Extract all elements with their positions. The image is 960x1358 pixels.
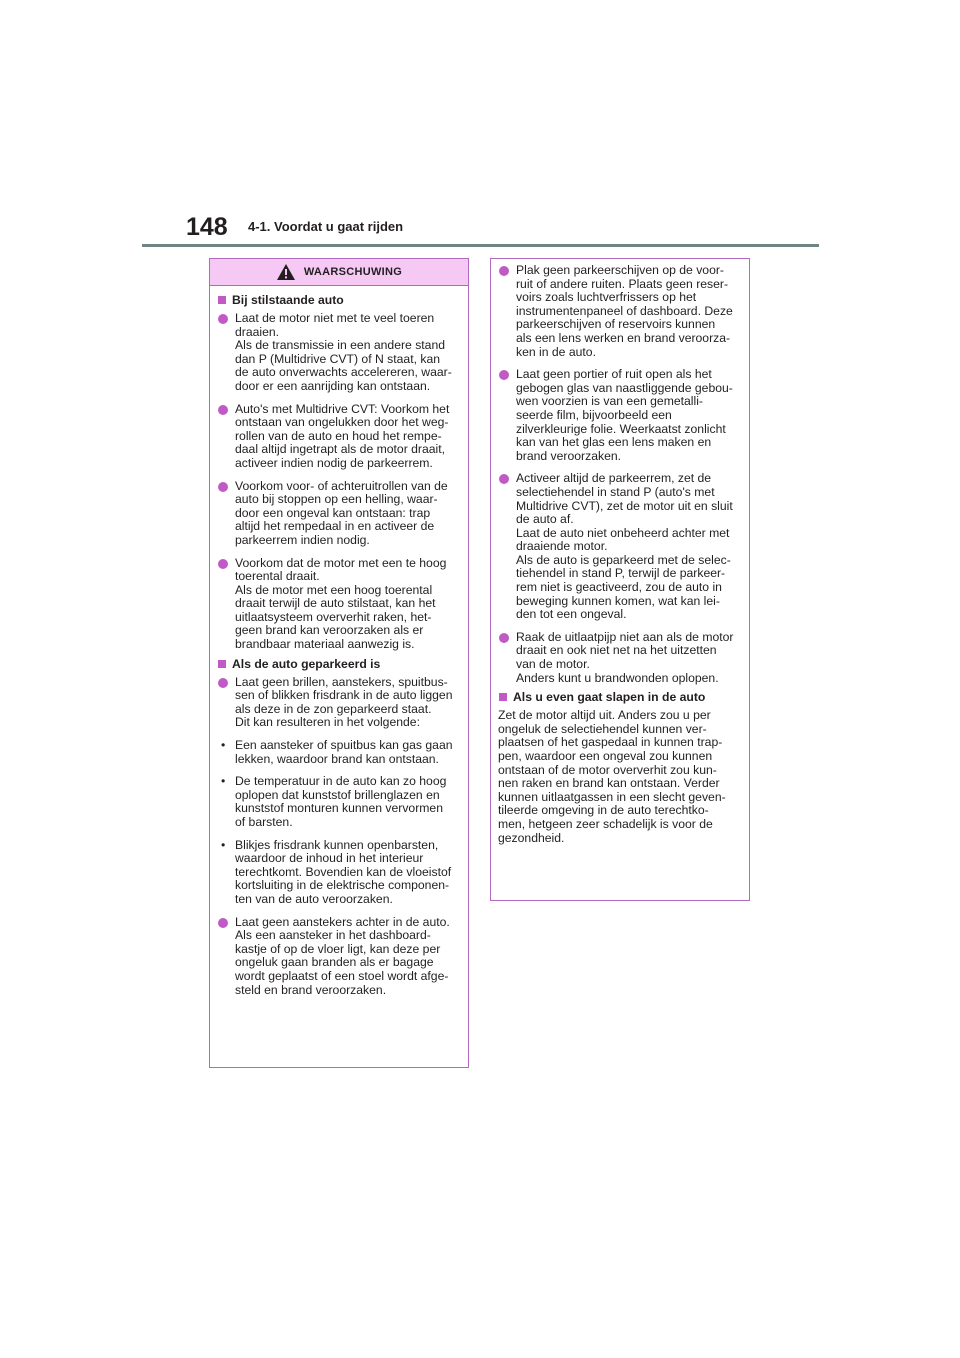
text-line: lekken, waardoor brand kan ontstaan. [235, 751, 439, 766]
text-line: kunnen uitlaatgassen in een slecht geven- [498, 789, 726, 804]
text-line: uitlaatsysteem oververhit raken, het- [235, 609, 432, 624]
text-line: kortsluiting in de elektrische componen- [235, 878, 450, 893]
text-line: daal altijd ingetrapt als de motor draait, [235, 442, 446, 457]
circle-bullet-icon [218, 678, 228, 688]
text-line: ruit of andere ruiten. Plaats geen reser- [516, 276, 729, 291]
text-line: Als een aansteker in het dashboard- [235, 928, 431, 943]
text-line: tiehendel in stand P, terwijl de parkeer- [516, 566, 726, 581]
text-line: oplopen dat kunststof brillenglazen en [235, 787, 440, 802]
square-bullet-icon [218, 660, 226, 668]
text-line: rem niet is geactiveerd, zou de auto in [516, 580, 722, 595]
square-bullet-icon [218, 296, 226, 304]
warning-item-text [235, 916, 461, 998]
text-line: ongeluk de selectiehendel kunnen ver- [498, 721, 707, 736]
text-line: den tot een ongeval. [516, 607, 627, 622]
sub-bullet: • [221, 738, 226, 753]
text-line: kastje of op de vloer ligt, kan deze per [235, 941, 441, 956]
text-line: auto bij stoppen op een helling, waar- [235, 492, 438, 507]
text-line: tileerde omgeving in de auto terechtko- [498, 803, 709, 818]
heading-text: Als de auto geparkeerd is [232, 656, 381, 671]
circle-bullet-icon [499, 370, 509, 380]
text-line: altijd het rempedaal in en activeer de [235, 519, 435, 534]
square-bullet-icon [499, 693, 507, 701]
warning-item-text [516, 368, 742, 463]
sub-item [217, 739, 461, 766]
heading-sleeping [498, 690, 742, 704]
text-line: Als de auto is geparkeerd met de selec- [516, 552, 731, 567]
circle-bullet-icon [218, 405, 228, 415]
circle-bullet-icon [218, 314, 228, 324]
text-line: wen voorzien is van een gemetalli- [516, 394, 703, 409]
warning-item [217, 557, 461, 652]
text-line: Laat geen aanstekers achter in de auto. [235, 914, 450, 929]
text-line: Voorkom dat de motor met een te hoog [235, 555, 447, 570]
text-line: Laat de motor niet met te veel toeren [235, 311, 435, 325]
text-line: zilverkleurige folie. Weerkaatst zonlicht [516, 421, 726, 436]
circle-bullet-icon [218, 918, 228, 928]
sub-bullet: • [221, 774, 226, 789]
text-line: draaien. [235, 324, 280, 339]
warning-item-text [235, 676, 461, 730]
text-line: de auto af. [516, 512, 574, 527]
text-line: steld en brand veroorzaken. [235, 982, 387, 997]
text-line: parkeerrem indien nodig. [235, 532, 370, 547]
text-line: rollen van de auto en houd het rempe- [235, 428, 442, 443]
text-line: sen of blikken frisdrank in de auto liggen [235, 688, 453, 703]
header-rule [142, 244, 819, 247]
warning-item-text [235, 403, 461, 471]
text-line: ongeluk gaan branden als er bagage [235, 955, 434, 970]
sub-bullet: • [221, 837, 226, 852]
text-line: instrumentenpaneel of dashboard. Deze [516, 303, 733, 318]
text-line: Multidrive CVT), zet de motor uit en sluit [516, 498, 733, 513]
text-line: seerde film, bijvoorbeeld een [516, 407, 672, 422]
sub-item [217, 775, 461, 829]
circle-bullet-icon [499, 633, 509, 643]
warning-item [498, 472, 742, 622]
warning-item [217, 480, 461, 548]
text-line: parkeerschijven of reservoirs kunnen [516, 317, 716, 332]
heading-text: Bij stilstaande auto [232, 293, 344, 307]
text-line: Plak geen parkeerschijven op de voor- [516, 263, 724, 277]
warning-item-text [516, 631, 742, 685]
circle-bullet-icon [218, 559, 228, 569]
text-line: Auto's met Multidrive CVT: Voorkom het [235, 401, 450, 416]
warning-item [498, 264, 742, 359]
text-line: voirs zoals luchtverfrissers op het [516, 290, 697, 305]
warning-item [217, 676, 461, 730]
warning-title: WAARSCHUWING [303, 266, 403, 278]
warning-panel-right [490, 258, 750, 901]
text-line: Laat geen brillen, aanstekers, spuitbus- [235, 674, 448, 689]
text-line: dan P (Multidrive CVT) of N staat, kan [235, 351, 441, 366]
text-line: waardoor de inhoud in het interieur [235, 851, 424, 866]
text-line: Anders kunt u brandwonden oplopen. [516, 670, 719, 685]
sub-item-text [235, 775, 461, 829]
warning-panel-left [209, 258, 469, 1068]
text-line: men, hetgeen zeer schadelijk is voor de [498, 816, 713, 831]
page-number: 148 [186, 213, 228, 241]
warning-item-text [235, 312, 461, 394]
text-line: selectiehendel in stand P (auto's met [516, 484, 715, 499]
heading-parked [217, 657, 461, 671]
warning-header [210, 259, 468, 286]
text-line: door een ongeval kan ontstaan: trap [235, 505, 431, 520]
text-line: gezondheid. [498, 830, 565, 845]
heading-text: Als u even gaat slapen in de auto [513, 690, 706, 705]
text-line: wordt geplaatst of een stoel wordt afge- [235, 968, 449, 983]
text-line: terechtkomt. Bovendien kan de vloeistof [235, 864, 452, 879]
text-line: Blikjes frisdrank kunnen openbarsten, [235, 837, 439, 852]
circle-bullet-icon [499, 474, 509, 484]
text-line: Als de transmissie in een andere stand [235, 338, 446, 353]
text-line: ontstaan van ongelukken door het weg- [235, 415, 449, 430]
text-line: gebogen glas van naastliggende gebou- [516, 380, 733, 395]
text-line: kan van het glas een lens maken en [516, 435, 712, 450]
text-line: of barsten. [235, 815, 293, 829]
text-line: ken in de auto. [516, 344, 596, 359]
text-line: pen, waardoor een ongeval zou kunnen [498, 749, 713, 763]
text-line: draaiende motor. [516, 539, 608, 554]
circle-bullet-icon [218, 482, 228, 492]
warning-item [217, 312, 461, 394]
warning-item [498, 631, 742, 685]
text-line: nen raken en brand kan ontstaan. Verder [498, 776, 720, 791]
text-line: Voorkom voor- of achteruitrollen van de [235, 478, 448, 493]
text-line: Raak de uitlaatpijp niet aan als de motor [516, 629, 734, 644]
text-line: ontstaan of de motor oververhit zou kun- [498, 762, 717, 777]
text-line: Laat de auto niet onbeheerd achter met [516, 525, 730, 540]
text-line: toerental draait. [235, 569, 320, 584]
text-line: Dit kan resulteren in het volgende: [235, 715, 420, 730]
text-line: ten van de auto veroorzaken. [235, 891, 393, 906]
text-line: brandbaar materiaal aanwezig is. [235, 637, 415, 652]
sub-item [217, 839, 461, 907]
circle-bullet-icon [499, 266, 509, 276]
text-line: De temperatuur in de auto kan zo hoog [235, 774, 447, 789]
text-line: als een lens werken en brand veroorza- [516, 330, 731, 345]
warning-item [217, 916, 461, 998]
text-line: beweging kunnen komen, wat kan lei- [516, 593, 720, 608]
text-line: Als de motor met een hoog toerental [235, 582, 433, 597]
sub-item-text [235, 739, 461, 766]
text-line: kunststof monturen kunnen vervormen [235, 801, 443, 816]
text-line: geen brand kan veroorzaken als er [235, 623, 424, 638]
text-line: door er een aanrijding kan ontstaan. [235, 378, 431, 393]
text-line: activeer indien nodig de parkeerrem. [235, 455, 433, 470]
sub-item-text [235, 839, 461, 907]
text-line: als deze in de zon geparkeerd staat. [235, 701, 432, 716]
warning-item-text [516, 472, 742, 622]
warning-item-text [516, 264, 742, 359]
warning-triangle-icon [276, 263, 296, 281]
warning-item-text [235, 557, 461, 652]
warning-item [217, 403, 461, 471]
text-line: Een aansteker of spuitbus kan gas gaan [235, 738, 453, 753]
text-line: plaatsen of het gaspedaal in kunnen trap- [498, 735, 723, 750]
text-line: van de motor. [516, 657, 590, 672]
text-line: draait terwijl de auto stilstaat, kan het [235, 596, 436, 611]
text-line: Zet de motor altijd uit. Anders zou u per [498, 708, 711, 723]
warning-item [498, 368, 742, 463]
text-line: brand veroorzaken. [516, 448, 622, 463]
heading-stationary [217, 293, 461, 307]
text-line: Activeer altijd de parkeerrem, zet de [516, 471, 712, 486]
paragraph [498, 709, 742, 845]
warning-item-text [235, 480, 461, 548]
section-title: 4-1. Voordat u gaat rijden [248, 219, 404, 234]
text-line: de auto onverwachts accelereren, waar- [235, 365, 452, 380]
text-line: draait en ook niet net na het uitzetten [516, 643, 717, 658]
text-line: Laat geen portier of ruit open als het [516, 367, 712, 382]
